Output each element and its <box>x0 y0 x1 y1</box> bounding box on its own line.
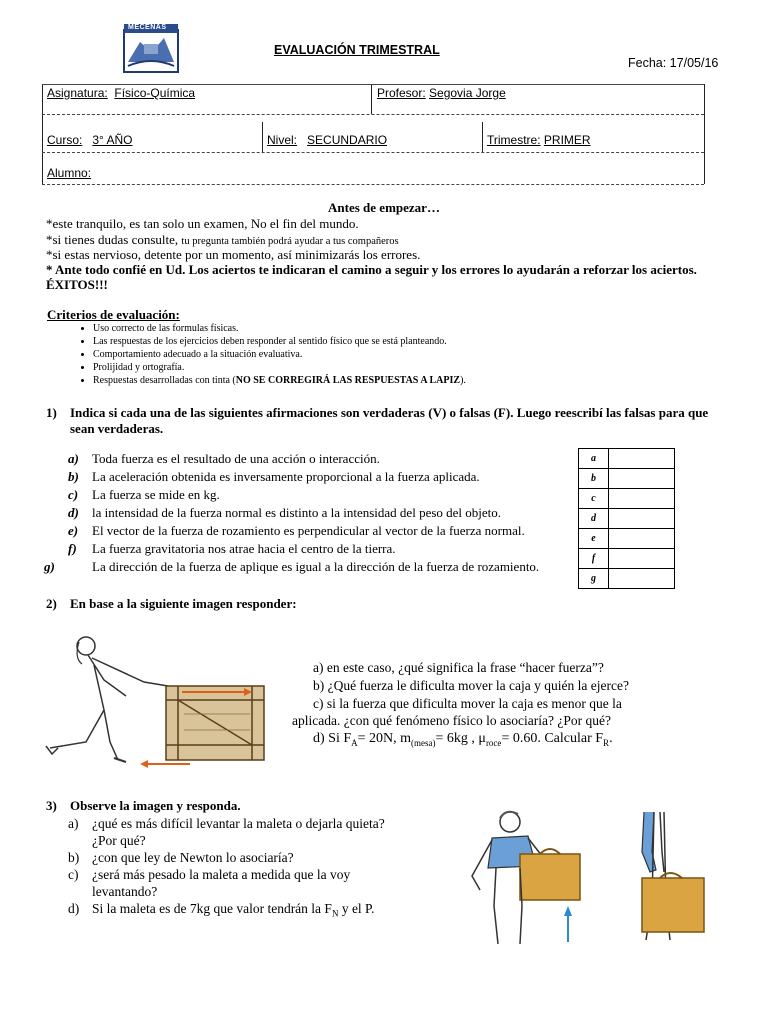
intro-line: *si tienes dudas consulte, tu pregunta también podrá ayudar a tus compañeros <box>46 232 399 247</box>
answer-cell[interactable] <box>609 569 675 589</box>
answer-row: e <box>579 529 675 549</box>
question-3a: a) ¿qué es más difícil levantar la maleta o dejarla quieta? <box>68 816 385 831</box>
question-2b: b) ¿Qué fuerza le dificulta mover la caja y quién la ejerce? <box>313 678 629 693</box>
criteria-item: • Prolijidad y ortografía. <box>93 361 753 374</box>
statement-d: d) la intensidad de la fuerza normal es distinto a la intensidad del peso del objeto. <box>68 505 502 520</box>
answer-row: a <box>579 449 675 469</box>
grid-divider <box>482 122 483 152</box>
answer-row: d <box>579 509 675 529</box>
grid-line <box>42 84 704 85</box>
intro-line: *este tranquilo, es tan solo un examen, No el fin del mundo. <box>46 216 359 231</box>
statement-f: f) La fuerza gravitatoria nos atrae hacia el centro de la tierra. <box>68 541 396 556</box>
answer-row: g <box>579 569 675 589</box>
man-lifting-suitcase-illustration <box>458 806 588 946</box>
intro-heading: Antes de empezar… <box>328 200 440 215</box>
logo-text: MECENAS <box>128 24 167 31</box>
criteria-item: • Comportamiento adecuado a la situación evaluativa. <box>93 348 753 361</box>
alumno-field[interactable]: Alumno: <box>47 166 92 180</box>
school-logo <box>120 22 182 74</box>
answer-row: c <box>579 489 675 509</box>
question-2: 2) En base a la siguiente imagen responder: <box>46 596 297 611</box>
answer-cell[interactable] <box>609 449 675 469</box>
answer-row: b <box>579 469 675 489</box>
woman-pushing-box-illustration <box>44 630 274 770</box>
criteria-item: • Respuestas desarrolladas con tinta (NO SE CORREGIRÁ LAS RESPUESTAS A LAPIZ). <box>93 374 753 387</box>
criteria-list <box>48 322 753 387</box>
grid-divider <box>262 122 263 152</box>
profesor-field: Profesor: Segovia Jorge <box>377 86 506 100</box>
question-3b: b) ¿con que ley de Newton lo asociaría? <box>68 850 294 865</box>
statement-b: b) La aceleración obtenida es inversamente proporcional a la fuerza aplicada. <box>68 469 480 484</box>
answer-cell[interactable] <box>609 489 675 509</box>
question-3: 3) Observe la imagen y responda. <box>46 798 241 813</box>
answer-cell[interactable] <box>609 469 675 489</box>
criteria-item: • Uso correcto de las formulas físicas. <box>93 322 753 335</box>
grid-right-border <box>704 84 705 184</box>
nivel-field: Nivel: SECUNDARIO <box>267 133 388 147</box>
question-2d: d) Si $F_A= 20N$, $m_{(mesa)}= 6kg$ , $\mu_{roce}= 0.60$. Calcular $F_R$. <box>313 731 613 748</box>
curso-field: Curso: 3° AÑO <box>47 133 133 147</box>
trimestre-field: Trimestre: PRIMER <box>487 133 591 147</box>
page-title: EVALUACIÓN TRIMESTRAL <box>274 43 440 57</box>
question-2a: a) en este caso, ¿qué significa la frase “hacer fuerza”? <box>313 660 604 675</box>
intro-motivation: * Ante todo confié en Ud. Los aciertos te indicaran el camino a seguir y los errores lo ayudarán a reforzar los aciertos. ÉXITOS!!! <box>46 262 697 292</box>
statement-a: a) Toda fuerza es el resultado de una acción o interacción. <box>68 451 380 466</box>
grid-line <box>42 184 704 185</box>
grid-divider <box>371 84 372 114</box>
question-3a-continued: ¿Por qué? <box>92 833 146 848</box>
intro-line: *si estas nervioso, detente por un momento, así minimizarás los errores. <box>46 247 421 262</box>
person-holding-suitcase-illustration <box>630 812 710 942</box>
statement-e: e) El vector de la fuerza de rozamiento es perpendicular al vector de la fuerza normal. <box>68 523 525 538</box>
answer-cell[interactable] <box>609 549 675 569</box>
statement-c: c) La fuerza se mide en kg. <box>68 487 220 502</box>
answer-row: f <box>579 549 675 569</box>
grid-left-border <box>42 84 43 184</box>
asignatura-field: Asignatura: Físico-Química <box>47 86 196 100</box>
answer-cell[interactable] <box>609 529 675 549</box>
question-2c: c) si la fuerza que dificulta mover la caja es menor que la <box>313 696 622 711</box>
question-2c-continued: aplicada. ¿con qué fenómeno físico lo asociaría? ¿Por qué? <box>292 713 611 728</box>
question-3c-continued: levantando? <box>92 884 158 899</box>
grid-line <box>42 152 704 153</box>
answer-table <box>578 448 675 589</box>
statement-g: g) La dirección de la fuerza de aplique es igual a la dirección de la fuerza de rozamiento. <box>44 559 540 574</box>
exam-date: Fecha: 17/05/16 <box>628 56 719 70</box>
grid-line <box>42 114 704 115</box>
question-1: 1) Indica si cada una de las siguientes afirmaciones son verdaderas (V) o falsas (F). Luego reescribí las falsas para que sean verdaderas. <box>46 405 709 436</box>
question-3c: c) ¿será más pesado la maleta a medida que la voy <box>68 867 351 882</box>
criteria-item: • Las respuestas de los ejercicios deben responder al sentido físico que se está planteando. <box>93 335 753 348</box>
answer-cell[interactable] <box>609 509 675 529</box>
question-3d: d) Si la maleta es de 7kg que valor tendrán la $F_N$ y el P. <box>68 901 375 919</box>
criteria-title: Criterios de evaluación: <box>47 307 180 322</box>
